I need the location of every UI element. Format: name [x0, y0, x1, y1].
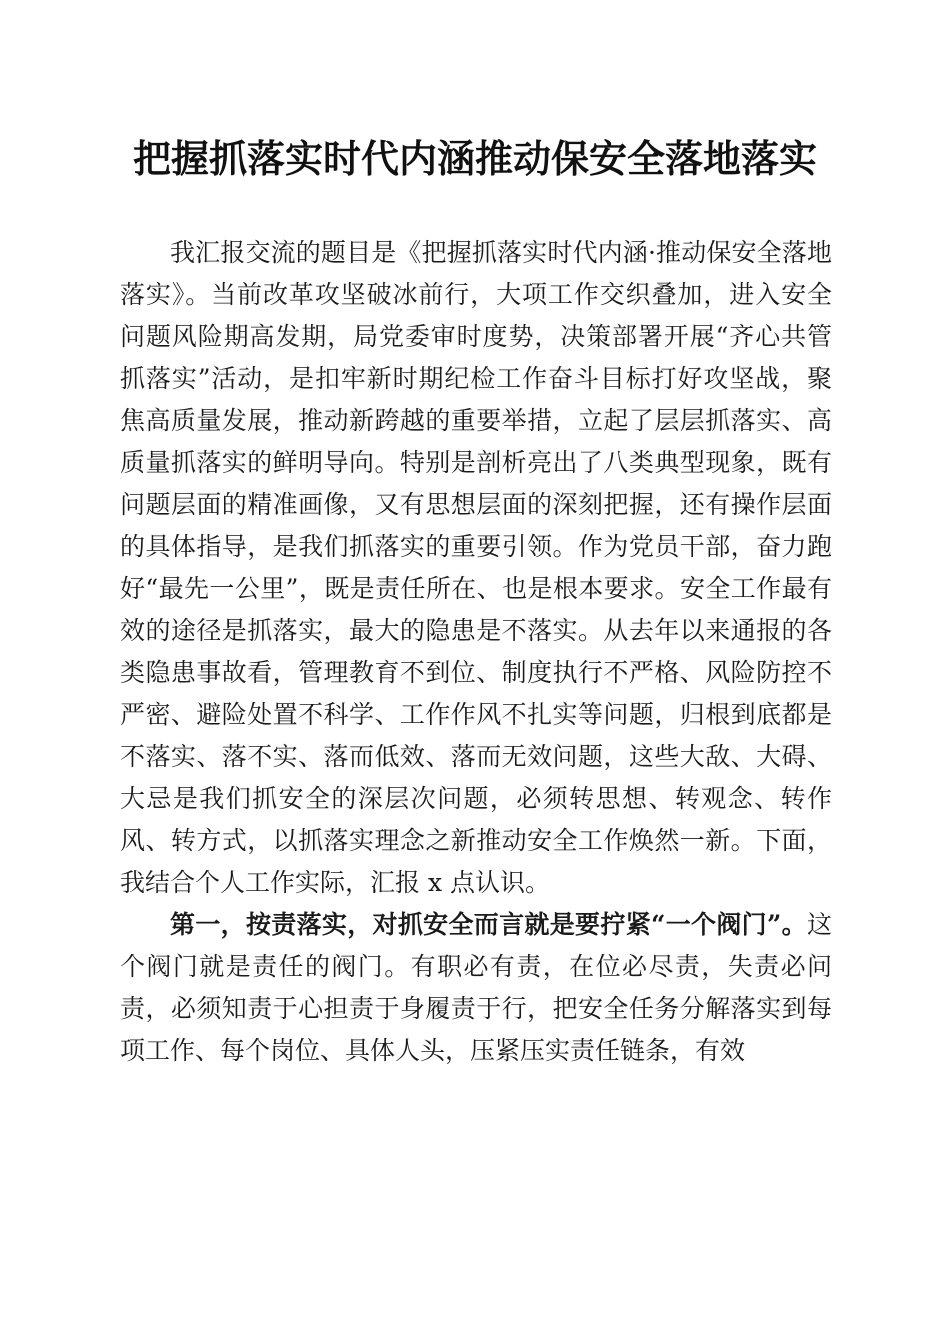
document-body	[120, 232, 832, 1072]
document-title: 把握抓落实时代内涵推动保安全落地落实	[132, 136, 817, 181]
paragraph-point-one-text: 这个阀门就是责任的阀门。有职必有责，在位必尽责，失责必问责，必须知责于心担责于身履责于行，把安全任务分解落实到每项工作、每个岗位、具体人头，压紧压实责任链条，有效	[120, 910, 832, 1065]
paragraph-intro: 我汇报交流的题目是《把握抓落实时代内涵·推动保安全落地落实》。当前改革攻坚破冰前行，大项工作交织叠加，进入安全问题风险期高发期，局党委审时度势，决策部署开展“齐心共管抓落实”活动，是扣牢新时期纪检工作奋斗目标打好攻坚战，聚焦高质量发展，推动新跨越的重要举措，立起了层层抓落实、高质量抓落实的鲜明导向。特别是剖析亮出了八类典型现象，既有问题层面的精准画像，又有思想层面的深刻把握，还有操作层面的具体指导，是我们抓落实的重要引领。作为党员干部，奋力跑好“最先一公里”，既是责任所在、也是根本要求。安全工作最有效的途径是抓落实，最大的隐患是不落实。从去年以来通报的各类隐患事故看，管理教育不到位、制度执行不严格、风险防控不严密、避险处置不科学、工作作风不扎实等问题，归根到底都是不落实、落不实、落而低效、落而无效问题，这些大敌、大碍、大忌是我们抓安全的深层次问题，必须转思想、转观念、转作风、转方式，以抓落实理念之新推动安全工作焕然一新。下面，我结合个人工作实际，汇报 x 点认识。	[120, 238, 832, 897]
paragraph-point-one	[120, 904, 832, 1072]
paragraph-point-one-lead: 第一，按责落实，对抓安全而言就是要拧紧“一个阀门”。	[170, 910, 807, 939]
